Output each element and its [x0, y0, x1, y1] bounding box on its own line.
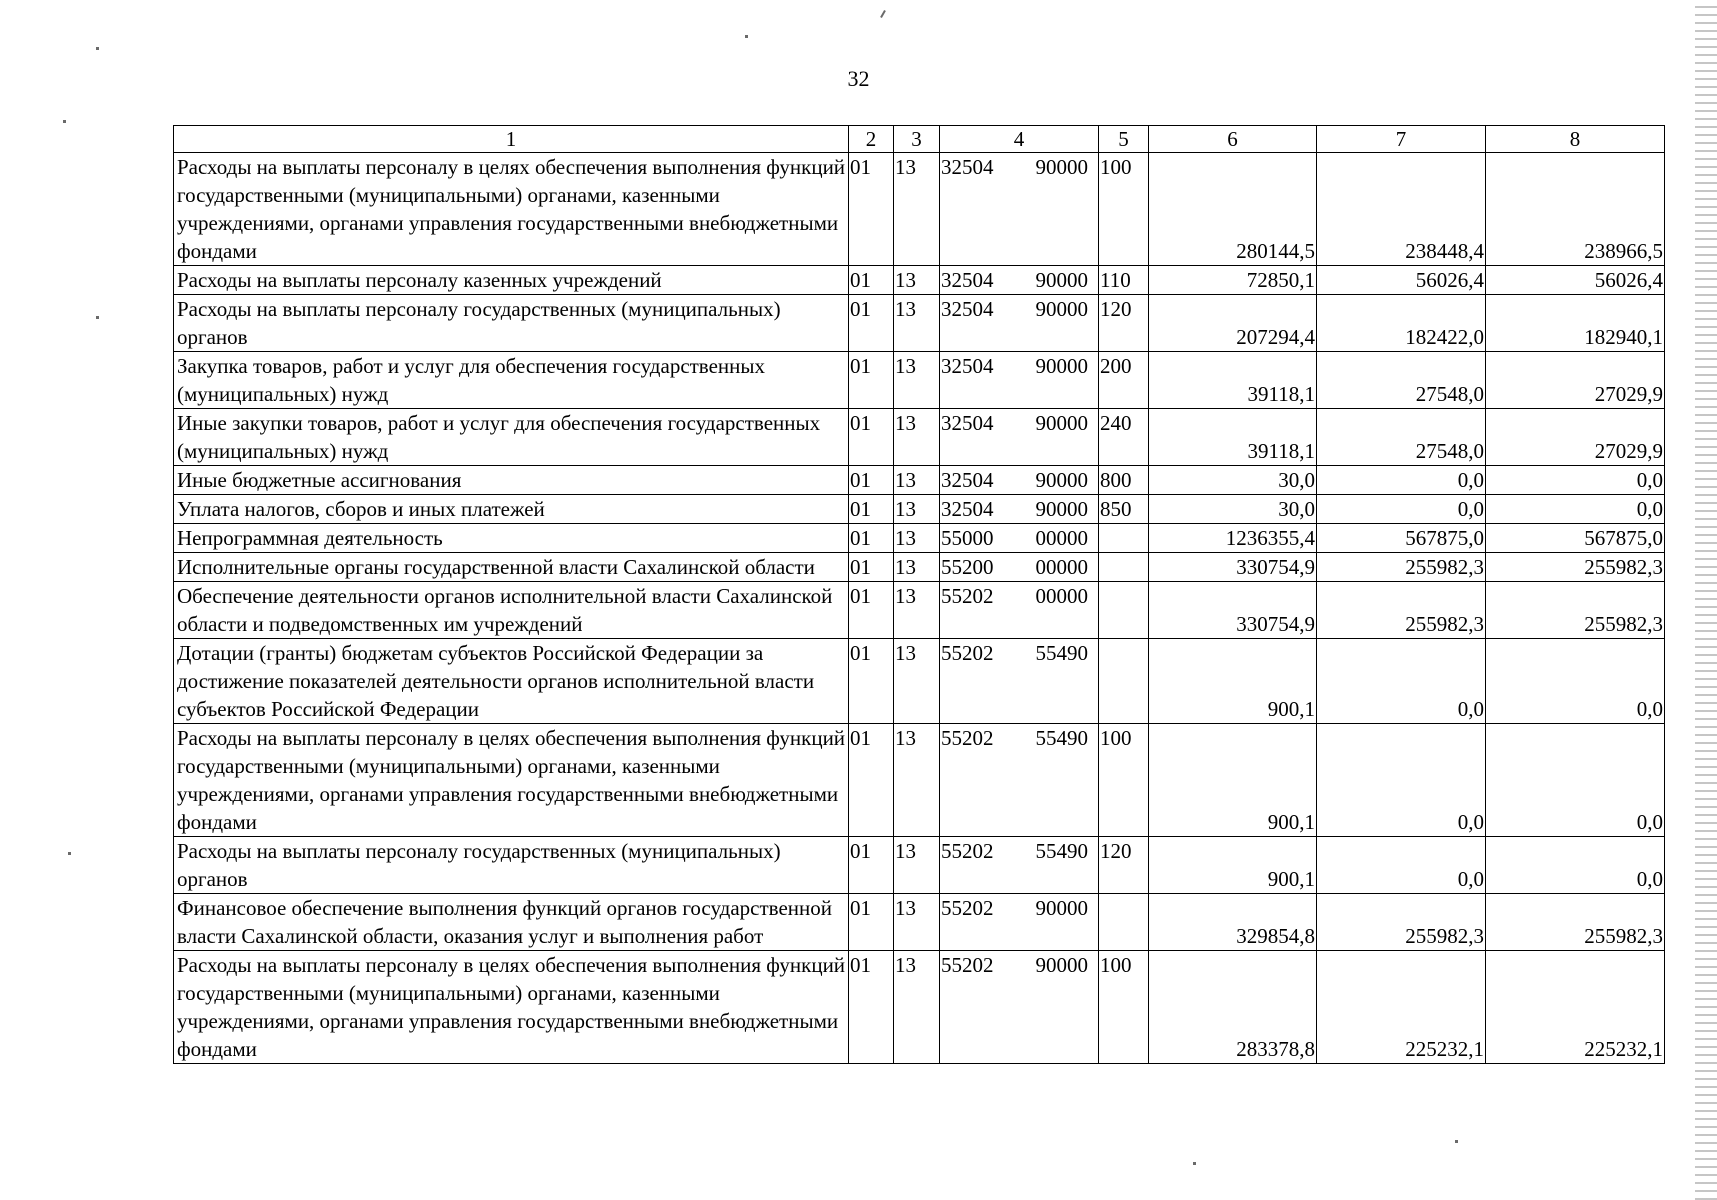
subsection-code: 13 — [894, 724, 940, 837]
section-code: 01 — [849, 153, 894, 266]
subsection-code: 13 — [894, 266, 940, 295]
target-article-program-code: 32504 — [941, 155, 994, 179]
expense-type-code: 200 — [1099, 352, 1149, 409]
target-article-cell — [940, 153, 1099, 266]
amount-col-8: 0,0 — [1486, 724, 1665, 837]
section-code: 01 — [849, 582, 894, 639]
target-article-program-code: 55000 — [941, 526, 994, 550]
target-article-cell — [940, 837, 1099, 894]
amount-col-6: 330754,9 — [1149, 582, 1317, 639]
target-article-cell — [940, 582, 1099, 639]
row-name: Расходы на выплаты персоналу казенных учреждений — [174, 266, 849, 295]
expense-type-code: 800 — [1099, 466, 1149, 495]
column-header: 8 — [1486, 126, 1665, 153]
row-name: Расходы на выплаты персоналу в целях обеспечения выполнения функций государственными (муниципальными) органами, казенными учреждениями, органами управления государственными внебюджетными фондами — [174, 951, 849, 1064]
table-row — [174, 582, 1665, 639]
expense-type-code — [1099, 894, 1149, 951]
amount-col-7: 255982,3 — [1317, 553, 1486, 582]
row-name: Иные закупки товаров, работ и услуг для обеспечения государственных (муниципальных) нужд — [174, 409, 849, 466]
amount-col-7: 0,0 — [1317, 724, 1486, 837]
target-article-direction-code: 00000 — [1035, 555, 1088, 579]
subsection-code: 13 — [894, 837, 940, 894]
target-article-direction-code: 55490 — [1035, 641, 1088, 665]
amount-col-7: 0,0 — [1317, 466, 1486, 495]
amount-col-6: 30,0 — [1149, 466, 1317, 495]
target-article-direction-code: 00000 — [1035, 584, 1088, 608]
scan-speck — [880, 10, 886, 18]
row-name: Расходы на выплаты персоналу государственных (муниципальных) органов — [174, 295, 849, 352]
target-article-program-code: 55202 — [941, 584, 994, 608]
subsection-code: 13 — [894, 295, 940, 352]
table-row — [174, 894, 1665, 951]
amount-col-8: 0,0 — [1486, 837, 1665, 894]
amount-col-6: 30,0 — [1149, 495, 1317, 524]
amount-col-6: 1236355,4 — [1149, 524, 1317, 553]
target-article-cell — [940, 894, 1099, 951]
amount-col-8: 0,0 — [1486, 466, 1665, 495]
target-article-program-code: 55202 — [941, 641, 994, 665]
row-name: Иные бюджетные ассигнования — [174, 466, 849, 495]
amount-col-6: 72850,1 — [1149, 266, 1317, 295]
target-article-direction-code: 90000 — [1035, 411, 1088, 435]
section-code: 01 — [849, 295, 894, 352]
amount-col-8: 0,0 — [1486, 495, 1665, 524]
table-row — [174, 639, 1665, 724]
amount-col-7: 27548,0 — [1317, 409, 1486, 466]
section-code: 01 — [849, 352, 894, 409]
subsection-code: 13 — [894, 495, 940, 524]
table-row — [174, 951, 1665, 1064]
target-article-direction-code: 90000 — [1035, 468, 1088, 492]
row-name: Исполнительные органы государственной власти Сахалинской области — [174, 553, 849, 582]
target-article-program-code: 55202 — [941, 726, 994, 750]
amount-col-7: 0,0 — [1317, 495, 1486, 524]
table-row — [174, 837, 1665, 894]
table-row — [174, 153, 1665, 266]
column-header: 6 — [1149, 126, 1317, 153]
subsection-code: 13 — [894, 894, 940, 951]
section-code: 01 — [849, 466, 894, 495]
row-name: Расходы на выплаты персоналу в целях обеспечения выполнения функций государственными (муниципальными) органами, казенными учреждениями, органами управления государственными внебюджетными фондами — [174, 153, 849, 266]
target-article-direction-code: 90000 — [1035, 354, 1088, 378]
target-article-program-code: 55202 — [941, 953, 994, 977]
section-code: 01 — [849, 837, 894, 894]
target-article-direction-code: 90000 — [1035, 297, 1088, 321]
column-header: 2 — [849, 126, 894, 153]
target-article-program-code: 32504 — [941, 354, 994, 378]
target-article-direction-code: 90000 — [1035, 155, 1088, 179]
row-name: Непрограммная деятельность — [174, 524, 849, 553]
target-article-cell — [940, 639, 1099, 724]
amount-col-6: 280144,5 — [1149, 153, 1317, 266]
target-article-program-code: 32504 — [941, 497, 994, 521]
section-code: 01 — [849, 524, 894, 553]
amount-col-7: 27548,0 — [1317, 352, 1486, 409]
target-article-direction-code: 90000 — [1035, 268, 1088, 292]
target-article-direction-code: 90000 — [1035, 896, 1088, 920]
amount-col-8: 255982,3 — [1486, 553, 1665, 582]
target-article-program-code: 55202 — [941, 839, 994, 863]
table-row — [174, 266, 1665, 295]
amount-col-7: 0,0 — [1317, 639, 1486, 724]
scan-edge-noise — [1695, 0, 1717, 1200]
row-name: Закупка товаров, работ и услуг для обеспечения государственных (муниципальных) нужд — [174, 352, 849, 409]
amount-col-6: 330754,9 — [1149, 553, 1317, 582]
target-article-cell — [940, 553, 1099, 582]
amount-col-7: 238448,4 — [1317, 153, 1486, 266]
table-row — [174, 409, 1665, 466]
table-row — [174, 524, 1665, 553]
row-name: Обеспечение деятельности органов исполнительной власти Сахалинской области и подведомственных им учреждений — [174, 582, 849, 639]
target-article-cell — [940, 951, 1099, 1064]
target-article-direction-code: 90000 — [1035, 953, 1088, 977]
target-article-cell — [940, 409, 1099, 466]
amount-col-8: 255982,3 — [1486, 582, 1665, 639]
expense-type-code: 100 — [1099, 724, 1149, 837]
amount-col-8: 56026,4 — [1486, 266, 1665, 295]
target-article-direction-code: 55490 — [1035, 839, 1088, 863]
amount-col-6: 900,1 — [1149, 837, 1317, 894]
row-name: Расходы на выплаты персоналу в целях обеспечения выполнения функций государственными (муниципальными) органами, казенными учреждениями, органами управления государственными внебюджетными фондами — [174, 724, 849, 837]
amount-col-7: 182422,0 — [1317, 295, 1486, 352]
target-article-program-code: 32504 — [941, 268, 994, 292]
amount-col-8: 255982,3 — [1486, 894, 1665, 951]
scan-speck — [96, 47, 99, 50]
amount-col-8: 238966,5 — [1486, 153, 1665, 266]
column-header: 7 — [1317, 126, 1486, 153]
amount-col-7: 0,0 — [1317, 837, 1486, 894]
section-code: 01 — [849, 894, 894, 951]
scan-speck — [68, 852, 71, 855]
target-article-program-code: 55200 — [941, 555, 994, 579]
section-code: 01 — [849, 724, 894, 837]
table-row — [174, 495, 1665, 524]
target-article-cell — [940, 524, 1099, 553]
expense-type-code: 240 — [1099, 409, 1149, 466]
amount-col-6: 900,1 — [1149, 639, 1317, 724]
scan-speck — [96, 316, 99, 319]
subsection-code: 13 — [894, 951, 940, 1064]
section-code: 01 — [849, 553, 894, 582]
column-number-row — [174, 126, 1665, 153]
target-article-cell — [940, 295, 1099, 352]
target-article-cell — [940, 266, 1099, 295]
amount-col-8: 27029,9 — [1486, 352, 1665, 409]
subsection-code: 13 — [894, 639, 940, 724]
subsection-code: 13 — [894, 153, 940, 266]
scan-speck — [63, 120, 66, 123]
table-row — [174, 295, 1665, 352]
subsection-code: 13 — [894, 409, 940, 466]
expense-type-code — [1099, 524, 1149, 553]
expense-type-code — [1099, 582, 1149, 639]
section-code: 01 — [849, 495, 894, 524]
row-name: Уплата налогов, сборов и иных платежей — [174, 495, 849, 524]
row-name: Финансовое обеспечение выполнения функций органов государственной власти Сахалинской области, оказания услуг и выполнения работ — [174, 894, 849, 951]
section-code: 01 — [849, 266, 894, 295]
amount-col-8: 567875,0 — [1486, 524, 1665, 553]
amount-col-7: 255982,3 — [1317, 582, 1486, 639]
target-article-cell — [940, 724, 1099, 837]
amount-col-8: 182940,1 — [1486, 295, 1665, 352]
expense-type-code: 120 — [1099, 837, 1149, 894]
amount-col-6: 900,1 — [1149, 724, 1317, 837]
subsection-code: 13 — [894, 582, 940, 639]
target-article-direction-code: 55490 — [1035, 726, 1088, 750]
page-number: 32 — [847, 66, 870, 91]
amount-col-7: 225232,1 — [1317, 951, 1486, 1064]
column-header: 5 — [1099, 126, 1149, 153]
amount-col-6: 207294,4 — [1149, 295, 1317, 352]
expense-type-code: 100 — [1099, 153, 1149, 266]
expense-type-code: 850 — [1099, 495, 1149, 524]
section-code: 01 — [849, 951, 894, 1064]
table-row — [174, 724, 1665, 837]
amount-col-6: 283378,8 — [1149, 951, 1317, 1064]
row-name: Дотации (гранты) бюджетам субъектов Российской Федерации за достижение показателей деятельности органов исполнительной власти субъектов Российской Федерации — [174, 639, 849, 724]
amount-col-6: 39118,1 — [1149, 409, 1317, 466]
expense-type-code — [1099, 639, 1149, 724]
expense-type-code — [1099, 553, 1149, 582]
subsection-code: 13 — [894, 352, 940, 409]
target-article-program-code: 32504 — [941, 297, 994, 321]
column-header: 3 — [894, 126, 940, 153]
scan-speck — [1193, 1162, 1196, 1165]
amount-col-7: 255982,3 — [1317, 894, 1486, 951]
column-header: 1 — [174, 126, 849, 153]
target-article-direction-code: 90000 — [1035, 497, 1088, 521]
expense-type-code: 110 — [1099, 266, 1149, 295]
amount-col-6: 329854,8 — [1149, 894, 1317, 951]
subsection-code: 13 — [894, 466, 940, 495]
scan-speck — [1455, 1140, 1458, 1143]
budget-table — [173, 125, 1665, 1064]
table-row — [174, 553, 1665, 582]
scan-speck — [745, 35, 748, 38]
subsection-code: 13 — [894, 553, 940, 582]
amount-col-8: 27029,9 — [1486, 409, 1665, 466]
table-row — [174, 466, 1665, 495]
amount-col-7: 567875,0 — [1317, 524, 1486, 553]
row-name: Расходы на выплаты персоналу государственных (муниципальных) органов — [174, 837, 849, 894]
column-header: 4 — [940, 126, 1099, 153]
amount-col-6: 39118,1 — [1149, 352, 1317, 409]
target-article-cell — [940, 495, 1099, 524]
target-article-cell — [940, 466, 1099, 495]
target-article-program-code: 55202 — [941, 896, 994, 920]
table-body — [174, 126, 1665, 1064]
section-code: 01 — [849, 639, 894, 724]
expense-type-code: 120 — [1099, 295, 1149, 352]
target-article-cell — [940, 352, 1099, 409]
target-article-program-code: 32504 — [941, 468, 994, 492]
table-row — [174, 352, 1665, 409]
subsection-code: 13 — [894, 524, 940, 553]
target-article-program-code: 32504 — [941, 411, 994, 435]
amount-col-7: 56026,4 — [1317, 266, 1486, 295]
target-article-direction-code: 00000 — [1035, 526, 1088, 550]
section-code: 01 — [849, 409, 894, 466]
amount-col-8: 0,0 — [1486, 639, 1665, 724]
expense-type-code: 100 — [1099, 951, 1149, 1064]
amount-col-8: 225232,1 — [1486, 951, 1665, 1064]
